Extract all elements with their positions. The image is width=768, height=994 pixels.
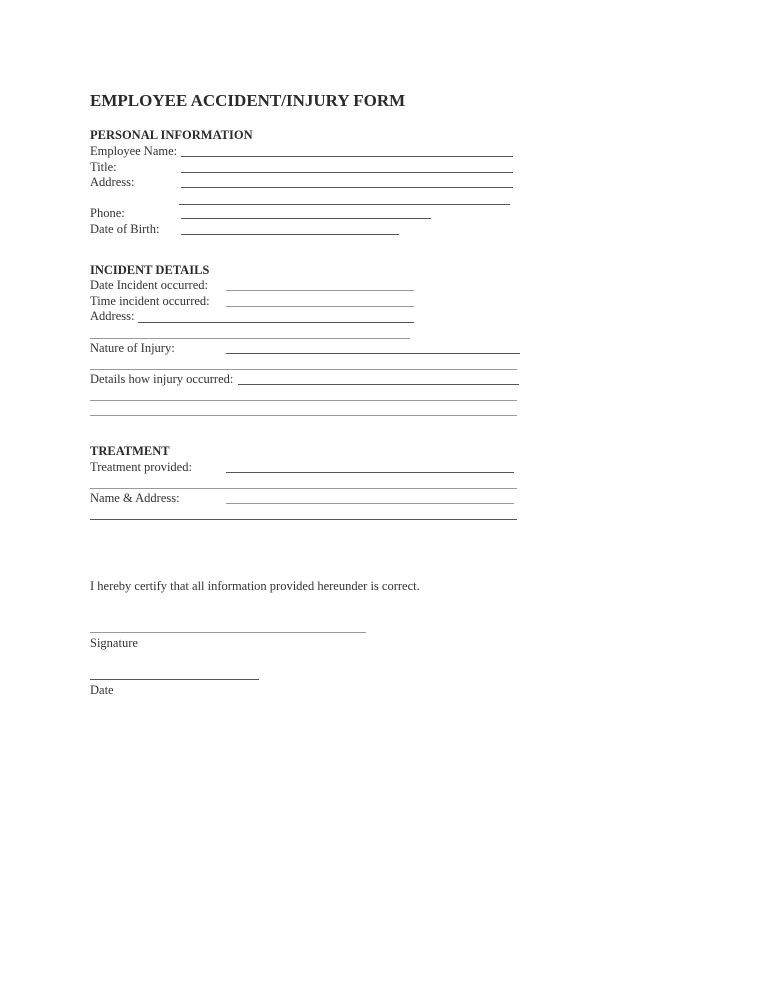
incident-time-field[interactable] <box>226 306 414 307</box>
address-label: Address: <box>90 175 135 189</box>
injury-details-field-line-3[interactable] <box>90 415 517 416</box>
date-of-birth-field[interactable] <box>181 234 399 235</box>
incident-address-label: Address: <box>90 309 135 323</box>
date-of-birth-label: Date of Birth: <box>90 222 160 236</box>
phone-label: Phone: <box>90 206 125 220</box>
employee-name-label: Employee Name: <box>90 144 178 158</box>
nature-of-injury-field-line-2[interactable] <box>90 369 517 370</box>
name-address-field-line-2[interactable] <box>90 519 517 520</box>
date-label: Date <box>90 683 114 697</box>
date-field[interactable] <box>90 679 259 680</box>
signature-label: Signature <box>90 636 138 650</box>
injury-details-field-line-1[interactable] <box>238 384 519 385</box>
incident-details-heading: INCIDENT DETAILS <box>90 263 210 277</box>
treatment-heading: TREATMENT <box>90 444 170 458</box>
incident-address-field-line-2[interactable] <box>90 338 410 339</box>
phone-field[interactable] <box>181 218 431 219</box>
treatment-provided-field-line-2[interactable] <box>90 488 517 489</box>
title-label: Title: <box>90 160 117 174</box>
employee-name-field[interactable] <box>181 156 513 157</box>
injury-details-field-line-2[interactable] <box>90 400 517 401</box>
incident-date-field[interactable] <box>226 290 414 291</box>
treatment-provided-field-line-1[interactable] <box>226 472 514 473</box>
form-title: EMPLOYEE ACCIDENT/INJURY FORM <box>90 91 406 110</box>
nature-of-injury-field-line-1[interactable] <box>226 353 520 354</box>
title-field[interactable] <box>181 172 513 173</box>
name-address-label: Name & Address: <box>90 491 180 505</box>
name-address-field-line-1[interactable] <box>226 503 514 504</box>
incident-address-field-line-1[interactable] <box>138 322 414 323</box>
treatment-provided-label: Treatment provided: <box>90 460 192 474</box>
incident-time-label: Time incident occurred: <box>90 294 210 308</box>
certification-statement: I hereby certify that all information provided hereunder is correct. <box>90 579 420 593</box>
address-field-line-1[interactable] <box>181 187 513 188</box>
incident-date-label: Date Incident occurred: <box>90 278 208 292</box>
injury-details-label: Details how injury occurred: <box>90 372 234 386</box>
nature-of-injury-label: Nature of Injury: <box>90 341 175 355</box>
address-field-line-2[interactable] <box>179 204 510 205</box>
personal-info-heading: PERSONAL INFORMATION <box>90 128 253 142</box>
signature-field[interactable] <box>90 632 366 633</box>
